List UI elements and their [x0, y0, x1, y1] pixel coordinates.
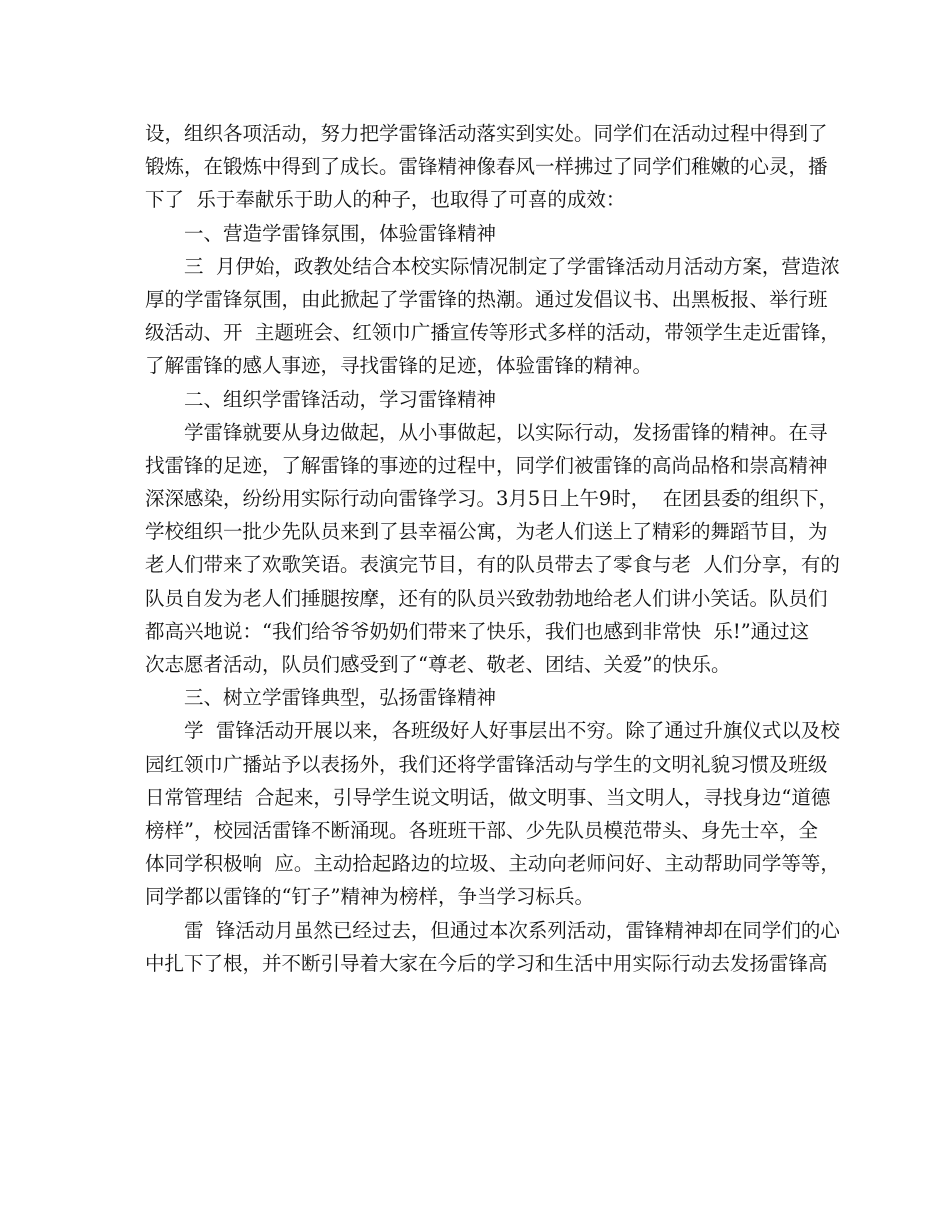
text-line: 一、营造学雷锋氛围，体验雷锋精神 — [184, 221, 497, 245]
text-line: 级活动、开 主题班会、红领巾广播宣传等形式多样的活动，带领学生走近雷锋， — [145, 321, 840, 345]
text-line: 园红领巾广播站予以表扬外，我们还将学雷锋活动与学生的文明礼貌习惯及班级 — [145, 752, 828, 776]
text-line: 日常管理结 合起来，引导学生说文明话，做文明事、当文明人，寻找身边“道德 — [145, 785, 831, 809]
text-line: 老人们带来了欢歌笑语。表演完节目，有的队员带去了零食与老 人们分享，有的 — [145, 553, 840, 577]
text-line: 榜样”，校园活雷锋不断涌现。各班班干部、少先队员模范带头、身先士卒，全 — [145, 818, 818, 842]
text-line: 次志愿者活动，队员们感受到了“尊老、敬老、团结、关爱”的快乐。 — [145, 653, 731, 676]
text-line: 体同学积极响 应。主动拾起路边的垃圾、主动向老师问好、主动帮助同学等等， — [145, 852, 840, 876]
text-line: 学校组织一批少先队员来到了县幸福公寓，为老人们送上了精彩的舞蹈节目，为 — [145, 520, 828, 544]
text-line: 设，组织各项活动，努力把学雷锋活动落实到实处。同学们在活动过程中得到了 — [145, 122, 828, 145]
text-line: 学 雷锋活动开展以来，各班级好人好事层出不穷。除了通过升旗仪式以及校 — [184, 719, 840, 743]
text-line: 下了 乐于奉献乐于助人的种子，也取得了可喜的成效： — [145, 188, 626, 212]
text-line: 了解雷锋的感人事迹，寻找雷锋的足迹，体验雷锋的精神。 — [145, 354, 653, 378]
text-line: 学雷锋就要从身边做起，从小事做起，以实际行动，发扬雷锋的精神。在寻 — [184, 420, 828, 444]
text-line: 中扎下了根，并不断引导着大家在今后的学习和生活中用实际行动去发扬雷锋高 — [145, 951, 828, 975]
text-line: 找雷锋的足迹，了解雷锋的事迹的过程中，同学们被雷锋的高尚品格和崇高精神 — [145, 453, 828, 477]
text-line: 锻炼，在锻炼中得到了成长。雷锋精神像春风一样拂过了同学们稚嫩的心灵，播 — [145, 155, 828, 179]
text-line: 队员自发为老人们捶腿按摩，还有的队员兴致勃勃地给老人们讲小笑话。队员们 — [145, 586, 828, 610]
text-line: 深深感染，纷纷用实际行动向雷锋学习。3月5日上午9时， 在团县委的组织下， — [145, 487, 839, 511]
text-line: 同学都以雷锋的“钉子”精神为榜样，争当学习标兵。 — [145, 885, 594, 909]
text-line: 厚的学雷锋氛围，由此掀起了学雷锋的热潮。通过发倡议书、出黑板报、举行班 — [145, 287, 828, 311]
text-line: 都高兴地说：“我们给爷爷奶奶们带来了快乐，我们也感到非常快 乐!”通过这 — [145, 619, 810, 643]
text-line: 雷 锋活动月虽然已经过去，但通过本次系列活动，雷锋精神却在同学们的心 — [184, 918, 840, 942]
document-body — [145, 117, 840, 980]
text-line: 三 月伊始，政教处结合本校实际情况制定了学雷锋活动月活动方案，营造浓 — [184, 254, 840, 278]
text-line: 三、树立学雷锋典型，弘扬雷锋精神 — [184, 686, 497, 710]
text-line: 二、组织学雷锋活动，学习雷锋精神 — [184, 387, 497, 411]
